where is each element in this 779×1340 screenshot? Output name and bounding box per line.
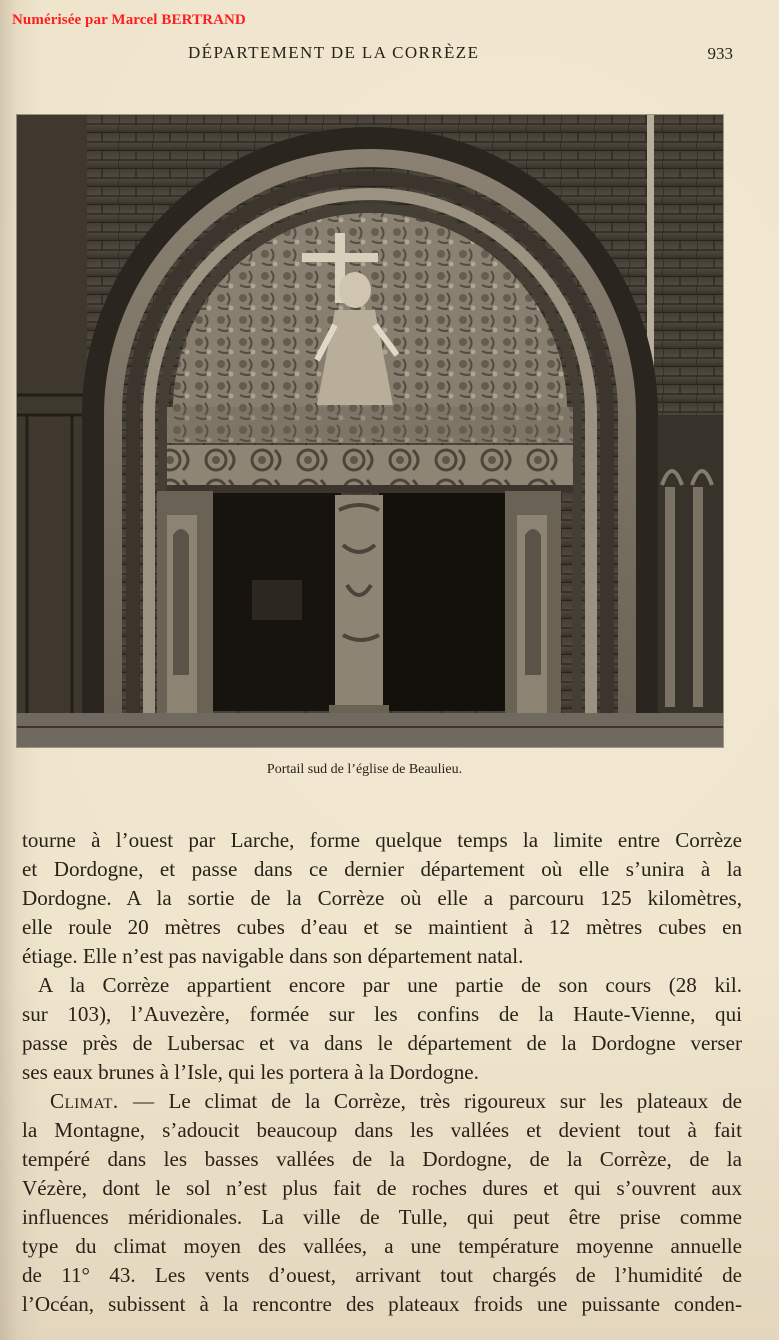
text-line: passe près de Lubersac et va dans le département de la Dordogne verser [22, 1031, 742, 1055]
text-line: ses eaux brunes à l’Isle, qui les portera à la Dordogne. [22, 1060, 479, 1084]
text-line: la Montagne, s’adoucit beaucoup dans les vallées et devient tout à fait [22, 1118, 742, 1142]
body-text [22, 826, 742, 1319]
text-line: Dordogne. A la sortie de la Corrèze où elle a parcouru 125 kilomètres, [22, 886, 742, 910]
running-header-title: DÉPARTEMENT DE LA CORRÈZE [188, 43, 480, 62]
figure-caption [0, 762, 779, 778]
scan-watermark: Numérisée par Marcel BERTRAND [12, 12, 246, 28]
text-line: de 11° 43. Les vents d’ouest, arrivant tout chargés de l’humidité de [22, 1263, 742, 1287]
portal-photograph [17, 115, 723, 747]
text-line: Vézère, dont le sol n’est plus fait de roches dures et qui s’ouvrent aux [22, 1176, 742, 1200]
text-line: type du climat moyen des vallées, a une température moyenne annuelle [22, 1234, 742, 1258]
page-number: 933 [707, 44, 733, 63]
text-line: elle roule 20 mètres cubes d’eau et se maintient à 12 mètres cubes en [22, 915, 742, 939]
section-heading: Climat. — [50, 1089, 155, 1113]
text-line: et Dordogne, et passe dans ce dernier département où elle s’unira à la [22, 857, 742, 881]
text-line: l’Océan, subissent à la rencontre des plateaux froids une puissante conden- [22, 1292, 742, 1316]
figure-caption-text: Portail sud de l’église de Beaulieu. [266, 762, 463, 777]
text-line-climat [22, 1087, 742, 1116]
text-line: A la Corrèze appartient encore par une partie de son cours (28 kil. [38, 973, 742, 997]
text-line: tourne à l’ouest par Larche, forme quelque temps la limite entre Corrèze [22, 828, 742, 852]
text-line: étiage. Elle n’est pas navigable dans son département natal. [22, 944, 524, 968]
text-line: influences méridionales. La ville de Tulle, qui peut être prise comme [22, 1205, 742, 1229]
text-line: tempéré dans les basses vallées de la Dordogne, de la Corrèze, de la [22, 1147, 742, 1171]
text-line-rest: Le climat de la Corrèze, très rigoureux sur les plateaux de [168, 1089, 742, 1113]
text-line: sur 103), l’Auvezère, formée sur les confins de la Haute-Vienne, qui [22, 1002, 742, 1026]
romanesque-portal-illustration [17, 115, 723, 747]
